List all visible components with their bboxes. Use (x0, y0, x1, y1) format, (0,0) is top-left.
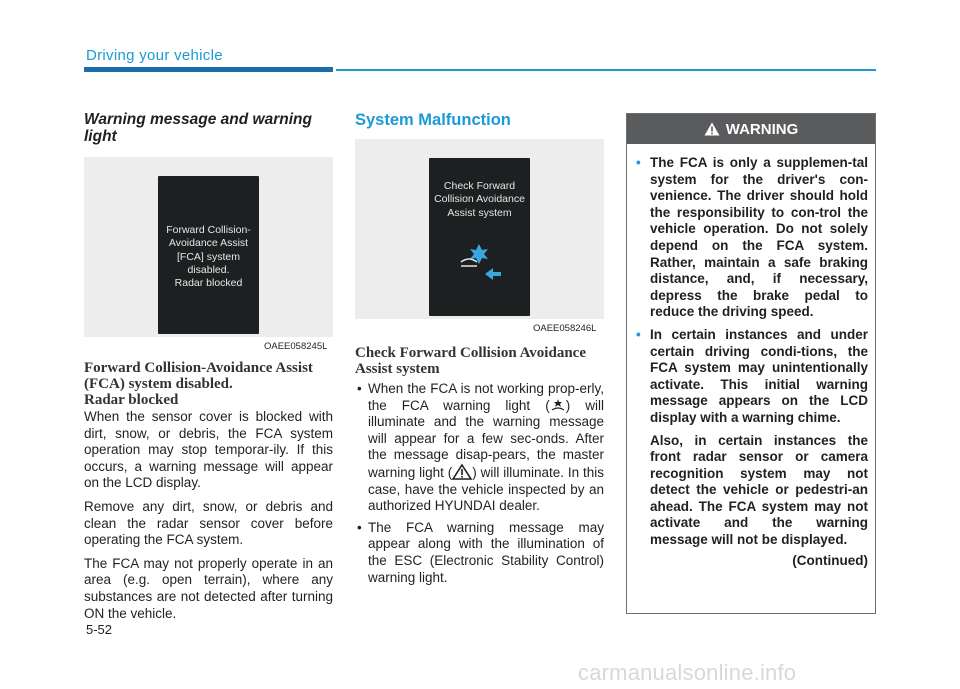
subheading-line: Radar blocked (84, 392, 179, 408)
lcd-message (158, 176, 259, 290)
fca-collision-icon (455, 240, 505, 280)
bullet-text: When the FCA is not working prop-erly, the FCA warning light ( (368, 381, 604, 413)
subheading-line: Forward Collision-Avoidance Assist (84, 360, 313, 376)
paragraph: When the sensor cover is blocked with dirt, snow, or debris, the FCA system operation may stop temporar-ily. If this occurs, a warning message will appear on the LCD display. (84, 409, 333, 491)
figure-caption: OAEE058245L (264, 341, 328, 352)
bullet-text: ) will illuminate and the warning message will appear for a few sec-onds. After the message disap-pears, the master warning light ( (368, 397, 604, 480)
watermark: carmanualsonline.info (578, 660, 797, 685)
bullet-item (355, 381, 604, 515)
left-body (84, 409, 333, 629)
subheading-line: Assist system (355, 361, 440, 377)
continued-label: (Continued) (792, 552, 868, 568)
warning-item: • The FCA is only a supplemen-tal system for the driver's con-venience. The driver should hold the responsibility to con-trol the vehicle operation. Do not solely depend on the FCA system. Rather, maintain a safe braking distance, and, if necessary, depress the brake pedal to reduce the driving speed. (636, 155, 868, 321)
figure-check-fca (355, 139, 604, 319)
paragraph: Remove any dirt, snow, or debris and clean the radar sensor cover before operating the FCA system. (84, 498, 333, 548)
lcd-line: Forward Collision- (166, 224, 251, 236)
lcd-line: Avoidance Assist (168, 237, 249, 250)
bullet-text: ) will illuminate. In this case, have the vehicle inspected by an authorized HYUNDAI dealer. (368, 464, 604, 514)
lcd-display (158, 176, 259, 334)
lcd-line: Assist system (447, 206, 512, 219)
lcd-display (429, 158, 530, 316)
page-number: 5-52 (86, 622, 113, 637)
middle-body (355, 381, 604, 591)
figure-fca-disabled (84, 157, 333, 337)
subheading-line: Check Forward Collision Avoidance (355, 345, 586, 361)
lcd-line: disabled. (187, 263, 230, 276)
header-rule-light (336, 69, 876, 71)
lcd-line: Radar blocked (174, 277, 243, 290)
header-rule-dark (84, 67, 333, 72)
figure-caption: OAEE058246L (533, 323, 597, 334)
warning-message-heading: Warning message and warning light (84, 111, 312, 145)
warning-title: WARNING (725, 120, 799, 138)
system-malfunction-heading: System Malfunction (355, 111, 511, 129)
subheading-check-fca (355, 345, 605, 377)
warning-item: • In certain instances and under certain driving condi-tions, the FCA system may unintentionally activate. This initial warning message appears on the LCD display with a warning chime. (636, 327, 868, 427)
warning-header (627, 114, 875, 144)
bullet-item: • The FCA warning message may appear along with the illumination of the ESC (Electronic Stability Control) warning light. (355, 520, 604, 586)
lcd-line: Check Forward (443, 180, 516, 192)
warning-body (636, 155, 868, 569)
subheading-line: (FCA) system disabled. (84, 376, 233, 392)
lcd-message (429, 158, 530, 220)
fca-warning-light-icon (550, 398, 566, 412)
master-warning-light-icon (452, 464, 472, 480)
paragraph: The FCA may not properly operate in an area (e.g. open terrain), where any substances are not detected after turning ON the vehicle. (84, 555, 333, 621)
warning-triangle-icon (704, 122, 720, 136)
section-title: Driving your vehicle (86, 47, 223, 64)
lcd-line: [FCA] system (176, 250, 240, 263)
subheading-fca-disabled (84, 360, 334, 408)
lcd-line: Collision Avoidance (434, 193, 525, 206)
warning-extra-paragraph: Also, in certain instances the front radar sensor or camera recognition system may not detect the vehicle or pedestri-an ahead. The FCA system may not activate and the warning message will not be displayed. (650, 432, 868, 548)
